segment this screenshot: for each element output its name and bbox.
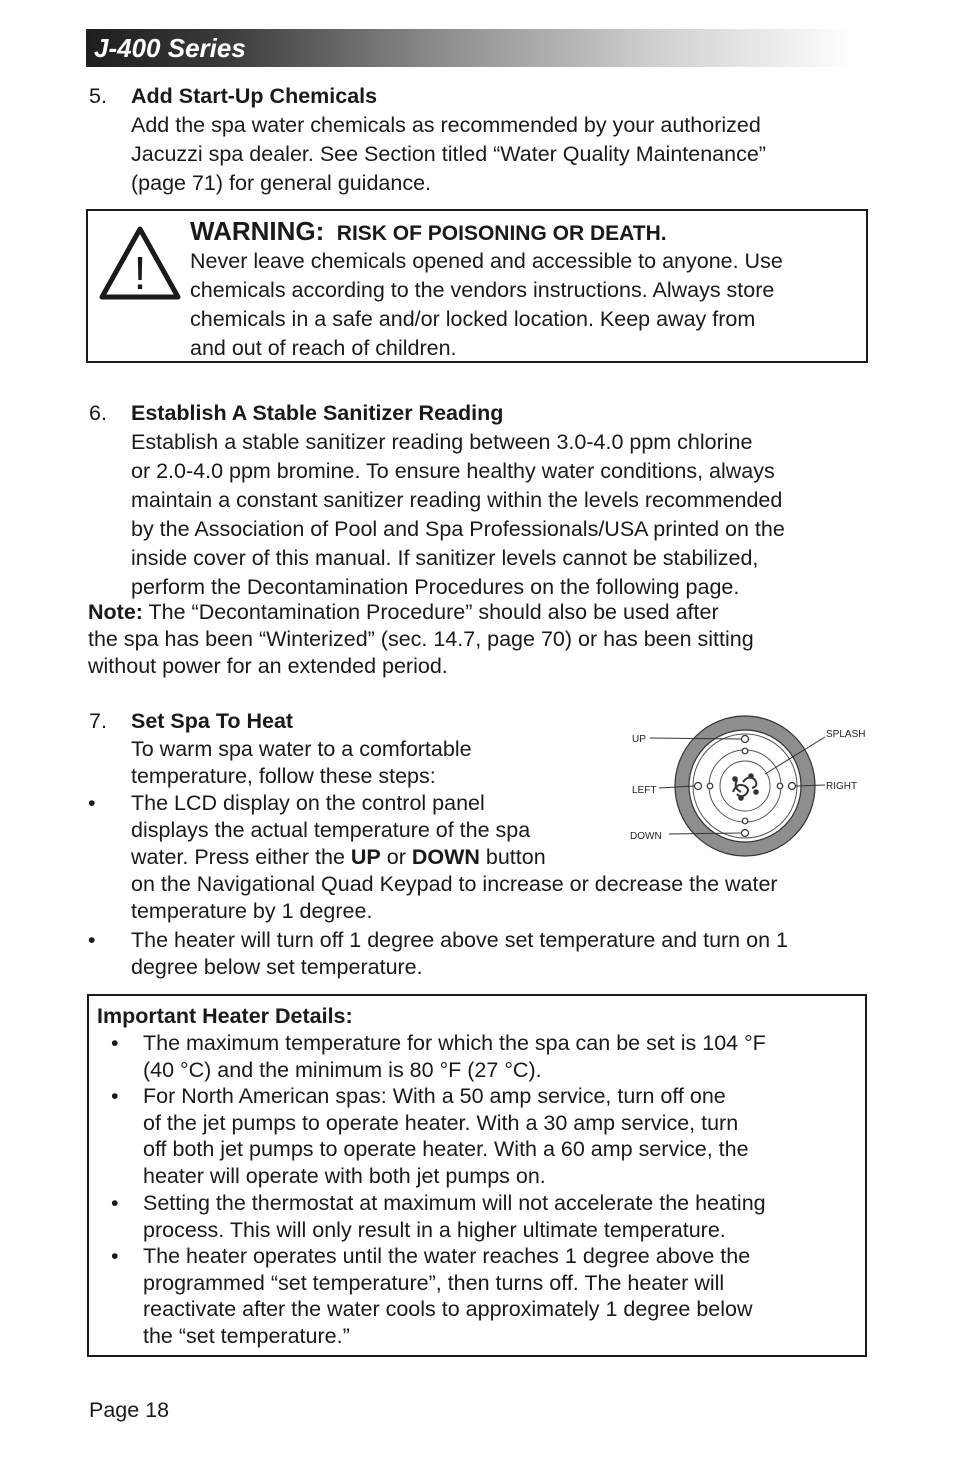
heater-bullet-line: The heater operates until the water reaches 1 degree above the: [143, 1244, 751, 1268]
bullet-line: degree below set temperature.: [131, 955, 423, 979]
heater-bullet: [143, 1083, 858, 1189]
step-5-line: Add the spa water chemicals as recommended by your authorized: [131, 113, 761, 137]
warning-label: WARNING:: [190, 216, 325, 246]
right-button[interactable]: [789, 783, 796, 790]
bullet-line: The LCD display on the control panel: [131, 791, 485, 815]
bullet-glyph: •: [111, 1244, 119, 1268]
heater-bullet-line: programmed “set temperature”, then turns off. The heater will: [143, 1270, 725, 1295]
note-line: without power for an extended period.: [88, 654, 448, 678]
warning-subtitle: RISK OF POISONING OR DEATH.: [336, 222, 667, 245]
bullet-line: The heater will turn off 1 degree above set temperature and turn on 1: [131, 928, 788, 952]
up-button[interactable]: [742, 736, 749, 743]
document-title: J-400 Series: [94, 33, 246, 63]
step-7-line: To warm spa water to a comfortable: [131, 737, 472, 761]
warning-content: [190, 215, 860, 363]
step-6-section: [131, 399, 891, 602]
left-indicator: [707, 783, 713, 789]
heater-bullet-line: (40 °C) and the minimum is 80 °F (27 °C).: [143, 1057, 542, 1082]
bullet-text: water. Press either the: [131, 845, 351, 869]
heater-bullet-line: The maximum temperature for which the spa can be set is 104 °F: [143, 1031, 766, 1055]
step-6-line: perform the Decontamination Procedures on the following page.: [131, 575, 740, 599]
page-number: Page 18: [89, 1398, 170, 1422]
bullet-text: button: [479, 845, 546, 869]
step-6-number: 6.: [89, 401, 107, 425]
bullet-line: displays the actual temperature of the spa: [131, 818, 531, 842]
note-label: Note:: [88, 600, 143, 624]
bullet-glyph: •: [88, 928, 96, 952]
bullet-glyph: •: [111, 1031, 119, 1055]
step-5-title: Add Start-Up Chemicals: [131, 84, 378, 108]
quad-keypad-diagram: [625, 712, 875, 862]
warning-line: chemicals in a safe and/or locked location. Keep away from: [190, 307, 756, 331]
heater-bullet: [143, 1030, 858, 1083]
header-bar: [86, 29, 856, 67]
step-5-section: [131, 82, 871, 198]
step-7-line: temperature, follow these steps:: [131, 764, 436, 788]
note-line: The “Decontamination Procedure” should also be used after: [142, 600, 719, 624]
bullet-text: or: [380, 845, 412, 869]
warning-box: [86, 209, 868, 363]
heater-details-box: [87, 994, 867, 1357]
left-button[interactable]: [695, 783, 702, 790]
warning-exclamation: !: [133, 247, 147, 299]
heater-bullet: [143, 1190, 858, 1243]
right-indicator: [777, 783, 783, 789]
heater-bullet-line: process. This will only result in a higher ultimate temperature.: [143, 1217, 726, 1242]
step-7-bullet-2: [131, 927, 891, 981]
right-label: RIGHT: [826, 781, 858, 792]
step-7-intro: [131, 707, 611, 790]
step-7-number: 7.: [89, 709, 107, 733]
step-5-number: 5.: [89, 84, 107, 108]
heater-details-title: Important Heater Details:: [97, 1004, 353, 1028]
up-keyword: UP: [350, 845, 381, 869]
warning-line: and out of reach of children.: [190, 336, 457, 360]
warning-triangle-icon: [98, 225, 182, 301]
down-keyword: DOWN: [411, 845, 480, 869]
note-line: the spa has been “Winterized” (sec. 14.7, page 70) or has been sitting: [88, 627, 754, 651]
warning-line: chemicals according to the vendors instructions. Always store: [190, 278, 775, 302]
down-button[interactable]: [742, 830, 749, 837]
step-6-title: Establish A Stable Sanitizer Reading: [131, 401, 504, 425]
down-label: DOWN: [630, 831, 662, 842]
step-6-line: Establish a stable sanitizer reading between 3.0-4.0 ppm chlorine: [131, 430, 753, 454]
heater-bullet-line: For North American spas: With a 50 amp service, turn off one: [143, 1084, 726, 1108]
bullet-line: temperature by 1 degree.: [131, 899, 373, 923]
splash-label: SPLASH: [826, 729, 866, 740]
bullet-glyph: •: [88, 791, 96, 815]
heater-bullet-line: heater will operate with both jet pumps on.: [143, 1163, 546, 1188]
up-label: UP: [632, 734, 646, 745]
step-6-line: by the Association of Pool and Spa Professionals/USA printed on the: [131, 517, 785, 541]
step-5-line: (page 71) for general guidance.: [131, 171, 432, 195]
bullet-glyph: •: [111, 1191, 119, 1215]
bullet-glyph: •: [111, 1084, 119, 1108]
warning-line: Never leave chemicals opened and accessible to anyone. Use: [190, 249, 783, 273]
heater-bullet-line: of the jet pumps to operate heater. With a 30 amp service, turn: [143, 1110, 739, 1135]
bullet-line: on the Navigational Quad Keypad to increase or decrease the water: [131, 872, 778, 896]
up-indicator: [742, 748, 748, 754]
heater-bullet-line: reactivate after the water cools to approximately 1 degree below: [143, 1297, 753, 1321]
step-7-title: Set Spa To Heat: [131, 709, 294, 733]
step-6-line: or 2.0-4.0 ppm bromine. To ensure healthy water conditions, always: [131, 459, 775, 483]
step-5-line: Jacuzzi spa dealer. See Section titled “Water Quality Maintenance”: [131, 142, 766, 166]
step-6-line: maintain a constant sanitizer reading within the levels recommended: [131, 488, 783, 512]
left-label: LEFT: [632, 785, 657, 796]
note-section: [88, 599, 868, 680]
down-indicator: [742, 818, 748, 824]
heater-bullet-line: Setting the thermostat at maximum will not accelerate the heating: [143, 1191, 766, 1215]
heater-bullet-line: off both jet pumps to operate heater. With a 60 amp service, the: [143, 1137, 749, 1161]
heater-bullet-line: the “set temperature.”: [143, 1323, 350, 1348]
step-6-line: inside cover of this manual. If sanitizer levels cannot be stabilized,: [131, 546, 759, 570]
heater-bullet: [143, 1243, 858, 1349]
